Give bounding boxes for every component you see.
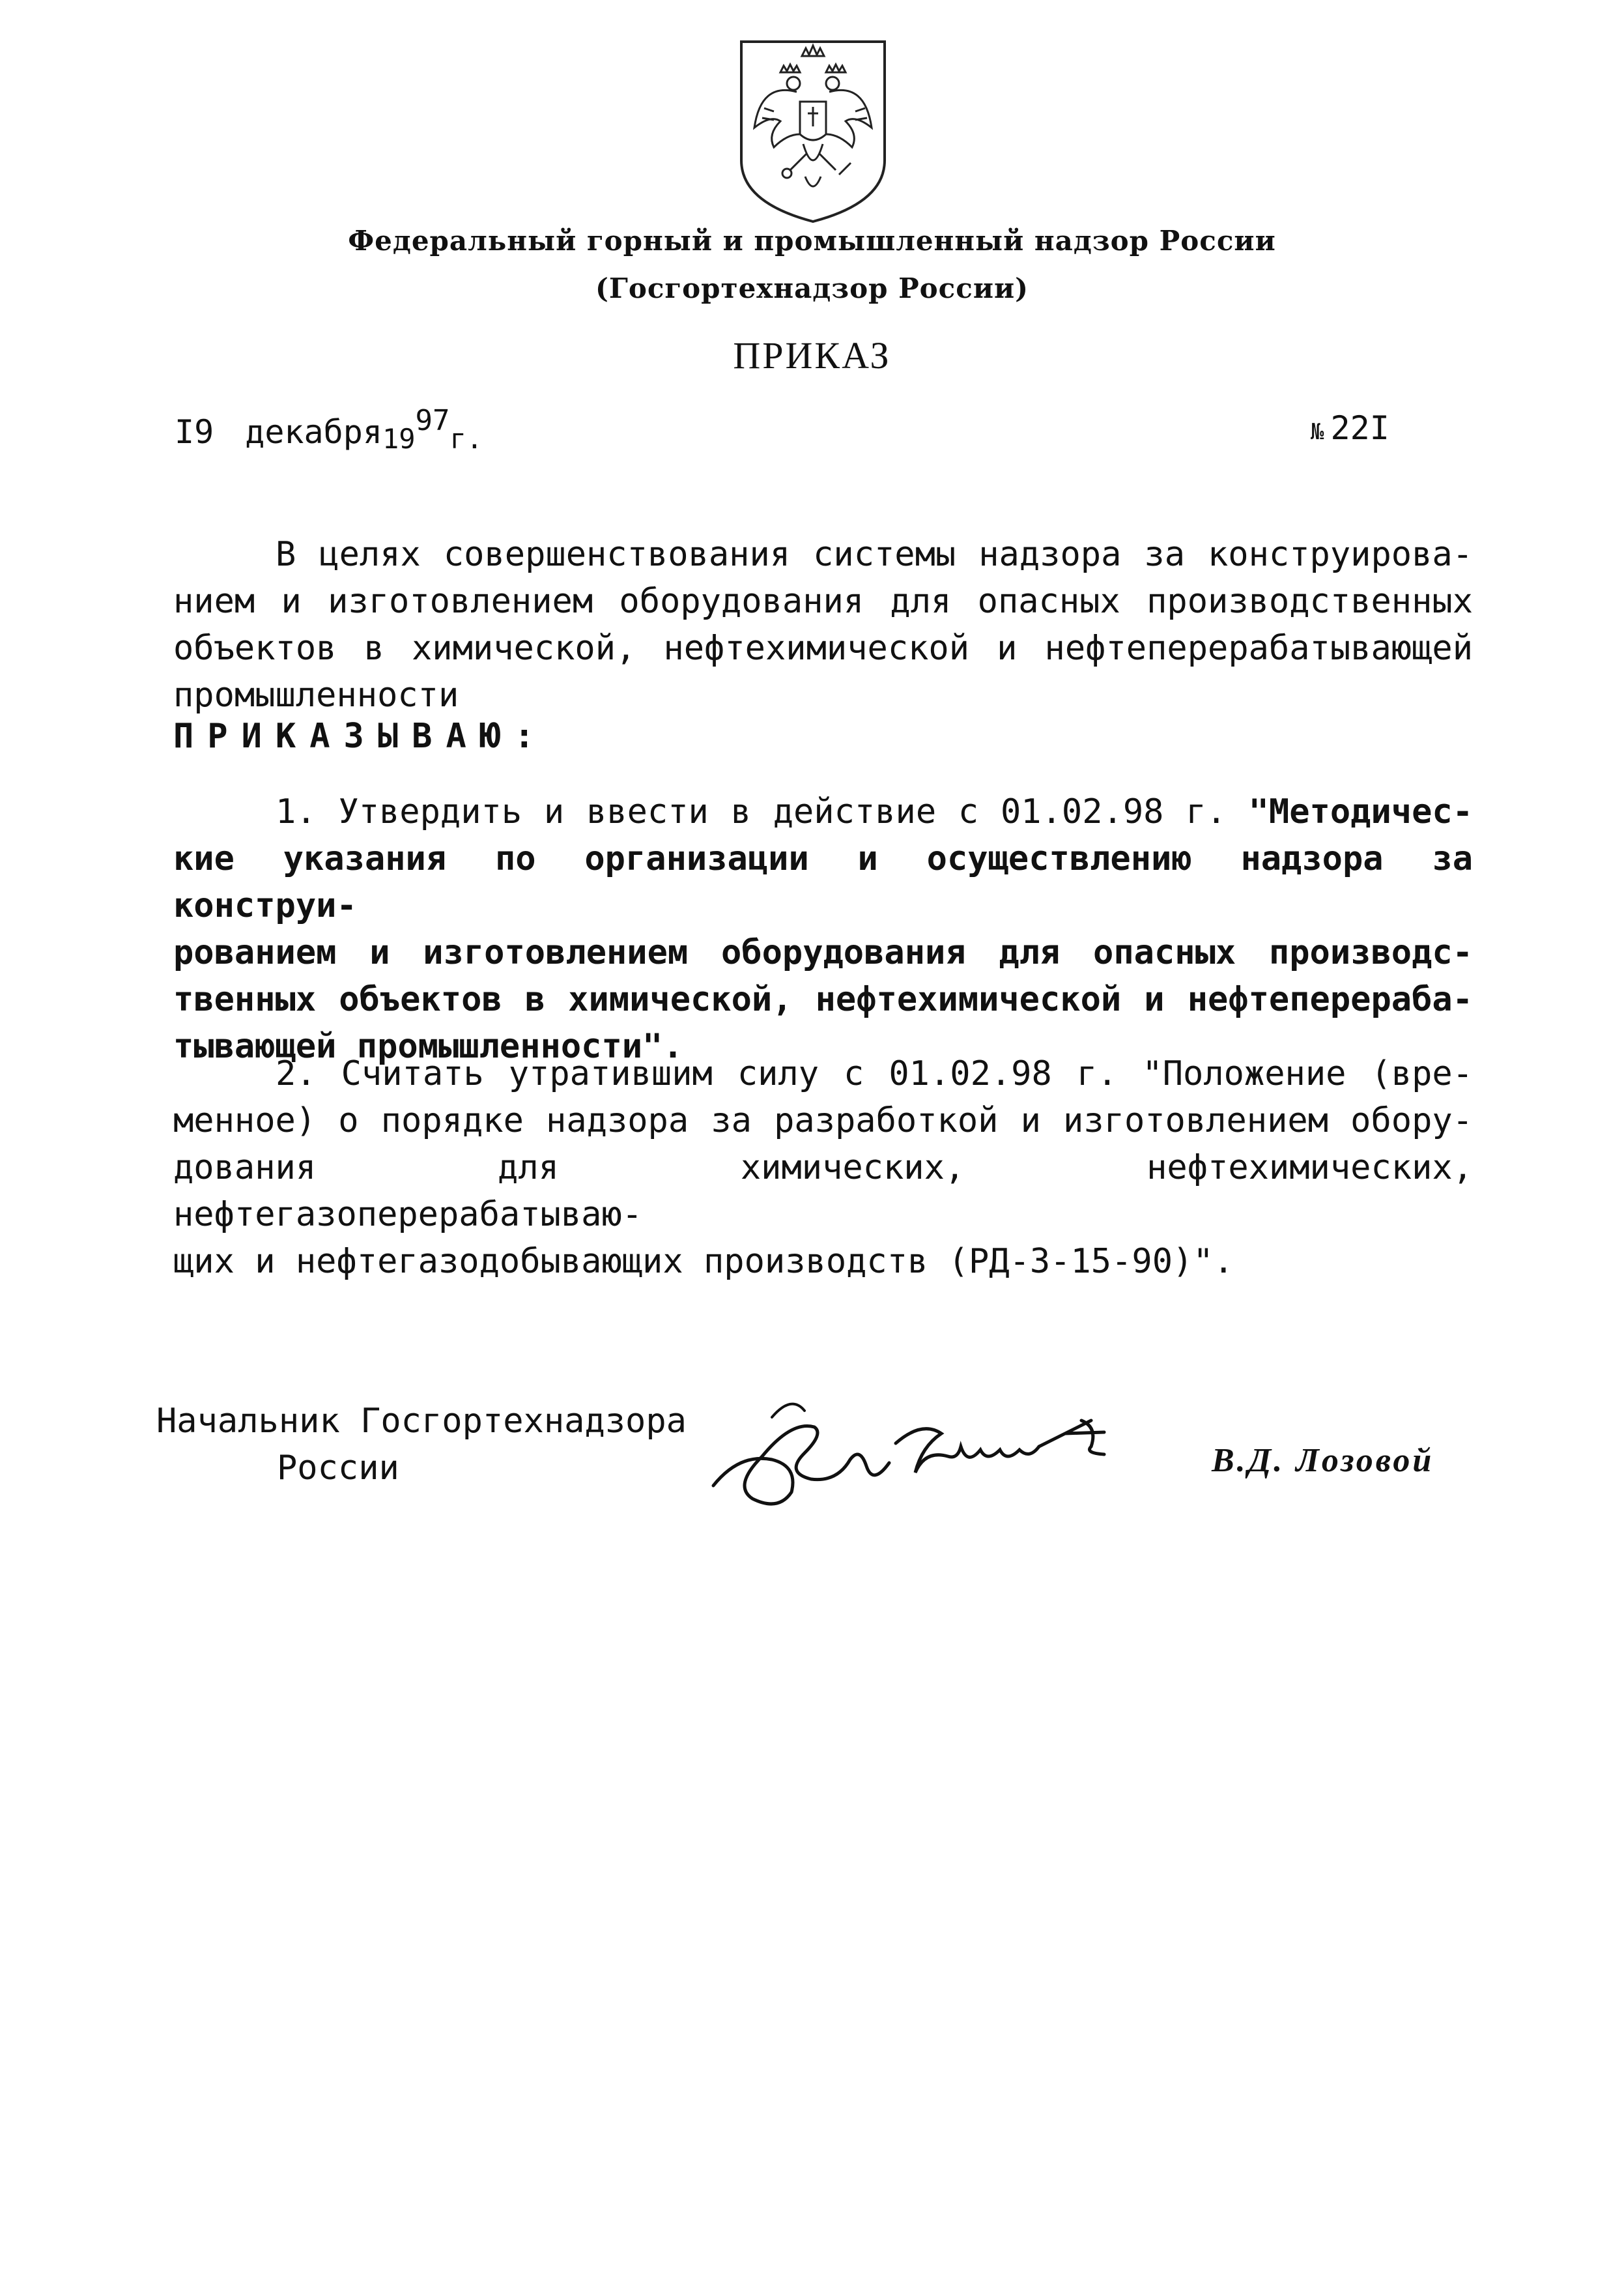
item2-line: менное) о порядке надзора за разработкой и изготовлением обору- [173, 1101, 1473, 1140]
item1-bold-start: "Методичес- [1248, 792, 1473, 831]
item1-line [173, 788, 1473, 835]
organization-name: Федеральный горный и промышленный надзор России [348, 225, 1276, 257]
signer-position [156, 1398, 687, 1491]
date-year-suffix: 97 [415, 404, 450, 437]
handwritten-signature [700, 1381, 1117, 1512]
order-item-2 [173, 1050, 1473, 1285]
number-sign: № [1311, 419, 1324, 445]
order-date [175, 404, 483, 455]
signer-name: В.Д. Лозовой [1212, 1442, 1434, 1479]
document-title: ПРИКАЗ [733, 334, 891, 377]
intro-line: объектов в химической, нефтехимической и нефтеперерабатывающей [173, 629, 1473, 668]
order-directive-word: ПРИКАЗЫВАЮ: [173, 717, 548, 756]
intro-paragraph [173, 531, 1473, 719]
item2-line: дования для химических, нефтехимических, нефтегазоперерабатываю- [173, 1148, 1473, 1234]
position-line-2: России [277, 1448, 399, 1488]
number-value: 22I [1330, 409, 1389, 447]
coat-of-arms-emblem [735, 36, 891, 225]
date-year-mark: г. [449, 423, 483, 455]
date-day: I9 [175, 413, 214, 451]
date-month: декабря [245, 413, 382, 451]
item2-line: 2. Считать утратившим силу с 01.02.98 г. "Положение (вре- [276, 1054, 1473, 1093]
order-number [1311, 409, 1389, 447]
date-year-prefix: 19 [382, 423, 416, 455]
item1-line: твенных объектов в химической, нефтехимической и нефтеперераба- [173, 980, 1473, 1019]
item2-line: щих и нефтегазодобывающих производств (РД-3-15-90)". [173, 1242, 1234, 1281]
order-item-1 [173, 788, 1473, 1070]
intro-line: нием и изготовлением оборудования для опасных производственных [173, 582, 1473, 621]
item1-line: рованием и изготовлением оборудования для опасных производс- [173, 933, 1473, 972]
item1-line: кие указания по организации и осуществлению надзора за конструи- [173, 839, 1473, 925]
intro-line: В целях совершенствования системы надзора за конструирова- [276, 535, 1473, 574]
item1-plain-text: 1. Утвердить и ввести в действие с 01.02.98 г. [276, 792, 1249, 831]
position-line-1: Начальник Госгортехнадзора [156, 1402, 687, 1441]
organization-abbreviation: (Госгортехнадзор России) [595, 272, 1029, 304]
item1-line: тывающей промышленности". [173, 1027, 683, 1066]
intro-line: промышленности [173, 676, 459, 715]
